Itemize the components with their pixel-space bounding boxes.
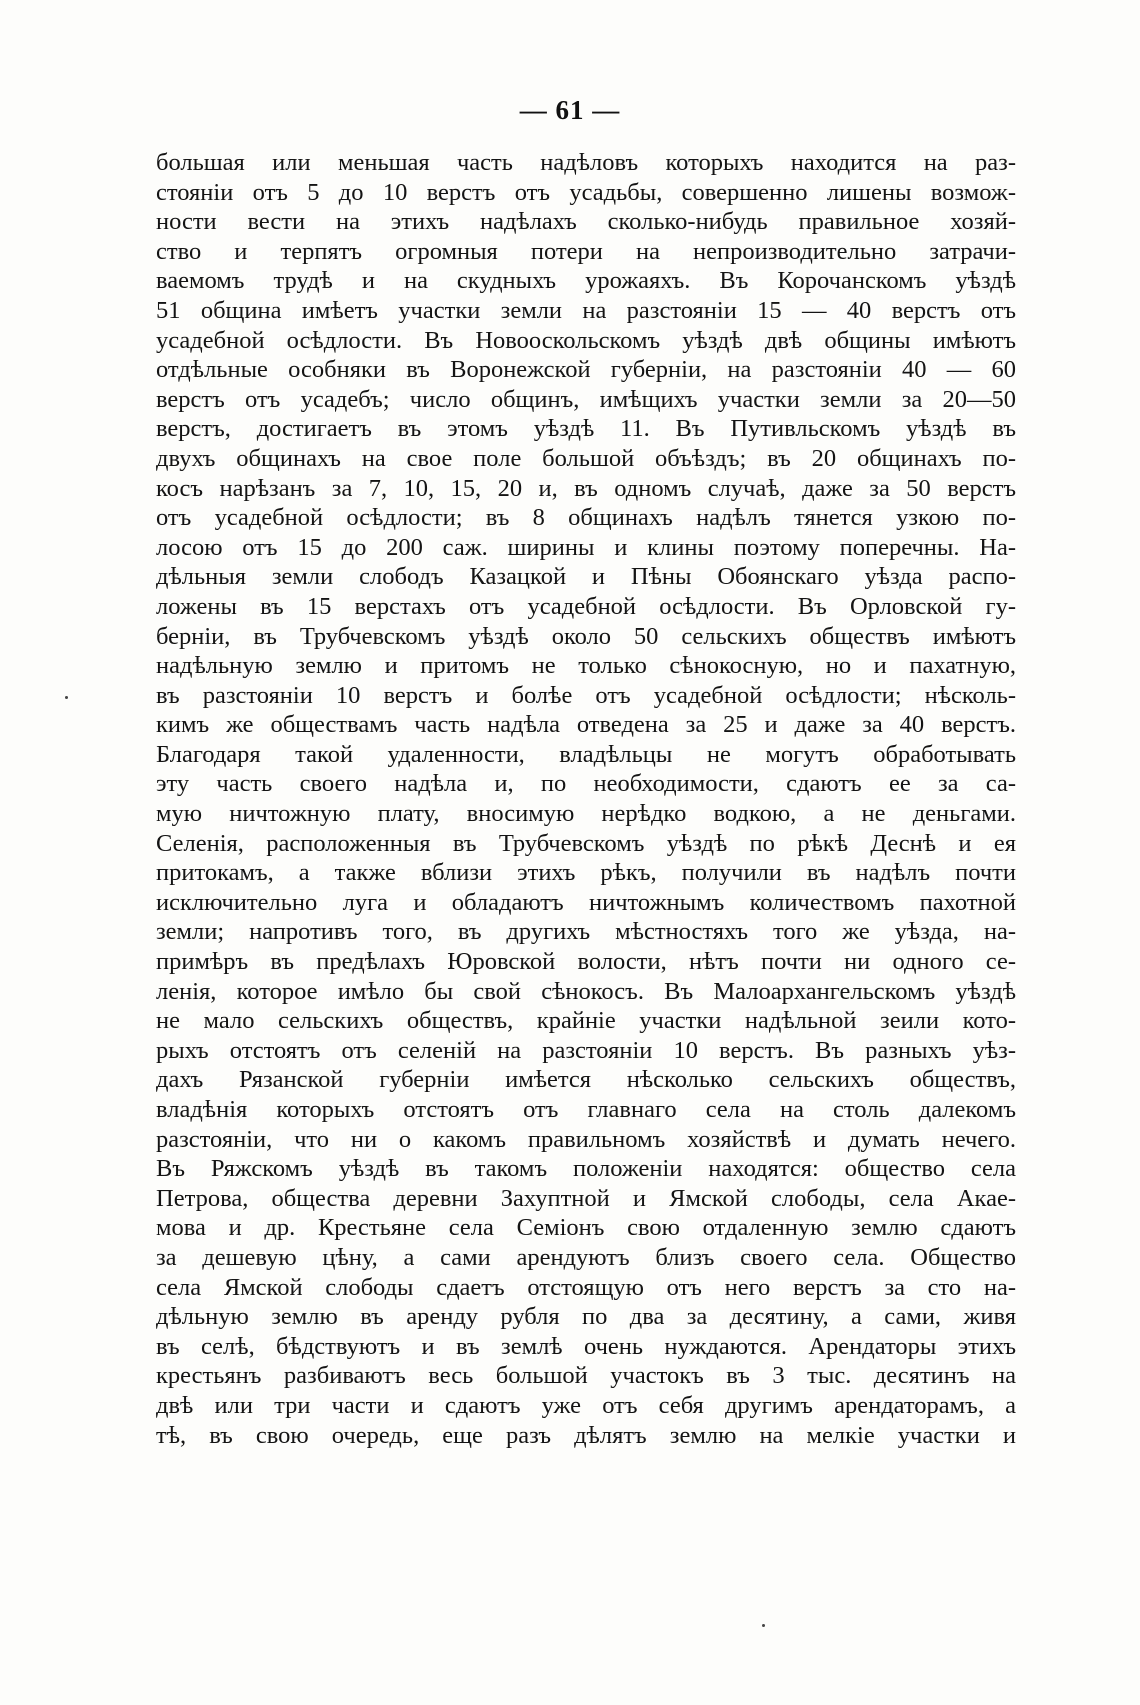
text-line: владѣнія которыхъ отстоятъ отъ главнаго села на столь далекомъ [156,1096,1016,1123]
text-line: лосою отъ 15 до 200 саж. ширины и клины поэтому поперечны. На- [156,533,1016,561]
text-line: ваемомъ трудѣ и на скудныхъ урожаяхъ. Въ Корочанскомъ уѣздѣ [156,267,1016,295]
text-line: Селенія, расположенныя въ Трубчевскомъ уѣздѣ по рѣкѣ Деснѣ и ея [156,829,1016,857]
text-line: не мало сельскихъ обществъ, крайніе участки надѣльной зеили кото- [156,1007,1016,1035]
text-line: въ разстояніи 10 верстъ и болѣе отъ усадебной осѣдлости; нѣсколь- [156,681,1016,709]
text-line: дахъ Рязанской губерніи имѣется нѣсколько сельскихъ обществъ, [156,1066,1016,1094]
text-line: усадебной осѣдлости. Въ Новооскольскомъ уѣздѣ двѣ общины имѣютъ [156,326,1016,354]
text-line: примѣръ въ предѣлахъ Юровской волости, нѣтъ почти ни одного се- [156,948,1016,976]
text-line: разстояніи, что ни о какомъ правильномъ хозяйствѣ и думать нечего. [156,1125,1016,1153]
text-line: ство и терпятъ огромныя потери на непроизводительно затрачи- [156,237,1016,265]
text-line: ленія, которое имѣло бы свой сѣнокосъ. Въ Малоархангельскомъ уѣздѣ [156,977,1016,1005]
text-line: дѣльныя земли слободъ Казацкой и Пѣны Обоянскаго уѣзда распо- [156,563,1016,591]
text-line: крестьянъ разбиваютъ весь большой участокъ въ 3 тыс. десятинъ на [156,1362,1016,1390]
text-line: притокамъ, а также вблизи этихъ рѣкъ, получили въ надѣлъ почти [156,859,1016,887]
text-line: отдѣльные особняки въ Воронежской губерніи, на разстояніи 40 — 60 [156,356,1016,384]
text-line: двухъ общинахъ на свое поле большой объѣздъ; въ 20 общинахъ по- [156,444,1016,472]
text-line: Петрова, общества деревни Захуптной и Ямской слободы, села Акае- [156,1184,1016,1212]
text-line: отъ усадебной осѣдлости; въ 8 общинахъ надѣлъ тянется узкою по- [156,504,1016,532]
text-line: тѣ, въ свою очередь, еще разъ дѣлятъ землю на мелкіе участки и [156,1421,1016,1449]
text-line: стояніи отъ 5 до 10 верстъ отъ усадьбы, совершенно лишены возмож- [156,178,1016,206]
text-line: исключительно луга и обладаютъ ничтожнымъ количествомъ пахотной [156,888,1016,916]
text-line: надѣльную землю и притомъ не только сѣнокосную, но и пахатную, [156,652,1016,680]
page-number: — 61 — [519,95,621,125]
text-line: Благодаря такой удаленности, владѣльцы не могутъ обработывать [156,740,1016,768]
ink-speck [762,1624,765,1627]
text-line: мова и др. Крестьяне села Семіонъ свою отдаленную землю сдаютъ [156,1214,1016,1242]
text-line: верстъ отъ усадебъ; число общинъ, имѣщихъ участки земли за 20—50 [156,385,1016,413]
text-line: эту часть своего надѣла и, по необходимости, сдаютъ ее за са- [156,770,1016,798]
text-line: мую ничтожную плату, вносимую нерѣдко водкою, а не деньгами. [156,800,1016,828]
text-line: села Ямской слободы сдаетъ отстоящую отъ него верстъ за сто на- [156,1273,1016,1301]
text-line: берніи, въ Трубчевскомъ уѣздѣ около 50 сельскихъ обществъ имѣютъ [156,622,1016,650]
text-line: верстъ, достигаетъ въ этомъ уѣздѣ 11. Въ Путивльскомъ уѣздѣ въ [156,415,1016,443]
text-line: большая или меньшая часть надѣловъ которыхъ находится на раз- [156,149,1016,176]
text-line: ности вести на этихъ надѣлахъ сколько-нибудь правильное хозяй- [156,208,1016,236]
text-line: въ селѣ, бѣдствуютъ и въ землѣ очень нуждаются. Арендаторы этихъ [156,1332,1016,1360]
text-line: ложены въ 15 верстахъ отъ усадебной осѣдлости. Въ Орловской гу- [156,592,1016,620]
text-line: косъ нарѣзанъ за 7, 10, 15, 20 и, въ одномъ случаѣ, даже за 50 верстъ [156,474,1016,502]
text-line: земли; напротивъ того, въ другихъ мѣстностяхъ того же уѣзда, на- [156,918,1016,946]
text-line: 51 община имѣетъ участки земли на разстояніи 15 — 40 верстъ отъ [156,296,1016,324]
text-line: двѣ или три части и сдаютъ уже отъ себя другимъ арендаторамъ, а [156,1391,1016,1419]
text-line: рыхъ отстоятъ отъ селеній на разстояніи 10 верстъ. Въ разныхъ уѣз- [156,1036,1016,1064]
text-line: за дешевую цѣну, а сами арендуютъ близъ своего села. Общество [156,1243,1016,1271]
body-text [156,148,1016,1450]
text-line: кимъ же обществамъ часть надѣла отведена за 25 и даже за 40 верстъ. [156,711,1016,739]
text-line: Въ Ряжскомъ уѣздѣ въ такомъ положеніи находятся: общество села [156,1155,1016,1183]
ink-speck [65,696,68,699]
text-line: дѣльную землю въ аренду рубля по два за десятину, а сами, живя [156,1303,1016,1331]
